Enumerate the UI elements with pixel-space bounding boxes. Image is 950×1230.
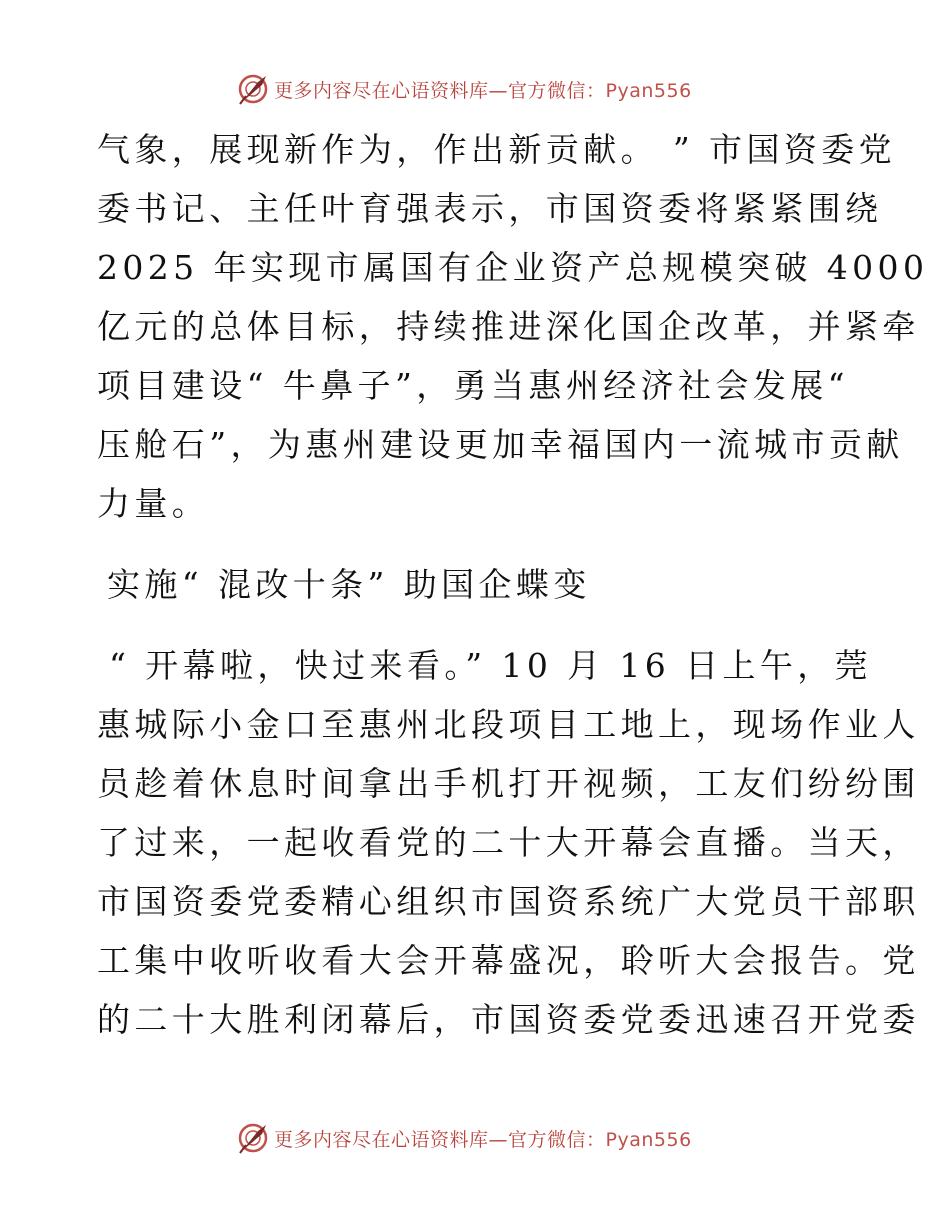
text-line: 压舱石”，为惠州建设更加幸福国内一流城市贡献 <box>97 425 904 464</box>
paragraph-1 <box>97 120 929 533</box>
header-watermark <box>236 72 692 106</box>
watermark-wechat-id: Pyan556 <box>605 79 692 102</box>
watermark-text: 更多内容尽在心语资料库—官方微信：Pyan556 <box>274 1128 692 1151</box>
text-line: “ 开幕啦，快过来看。” 10 月 16 日上午，莞 <box>109 646 873 685</box>
section-heading: 实施“ 混改十条” 助国企蝶变 <box>107 565 591 604</box>
paragraph-2 <box>97 636 920 1049</box>
text-line: 了过来，一起收看党的二十大开幕会直播。当天， <box>97 823 920 862</box>
text-line: 项目建设“ 牛鼻子”，勇当惠州经济社会发展“ <box>97 366 849 405</box>
text-line: 的二十大胜利闭幕后，市国资委党委迅速召开党委 <box>97 1000 920 1039</box>
text-line: 委书记、主任叶育强表示，市国资委将紧紧围绕 <box>97 189 883 228</box>
text-line: 员趁着休息时间拿出手机打开视频，工友们纷纷围 <box>97 764 920 803</box>
watermark-text: 更多内容尽在心语资料库—官方微信：Pyan556 <box>274 79 692 102</box>
text-line: 惠城际小金口至惠州北段项目工地上，现场作业人 <box>97 705 920 744</box>
watermark-wechat-id: Pyan556 <box>605 1128 692 1151</box>
text-line: 力量。 <box>97 484 210 523</box>
footer-watermark <box>236 1121 692 1155</box>
text-line: 2025 年实现市属国有企业资产总规模突破 4000 <box>97 248 929 287</box>
text-line: 亿元的总体目标，持续推进深化国企改革，并紧牵 <box>97 307 920 346</box>
text-line: 市国资委党委精心组织市国资系统广大党员干部职 <box>97 882 920 921</box>
text-line: 气象，展现新作为，作出新贡献。 ” 市国资委党 <box>97 130 897 169</box>
quill-logo-icon <box>236 72 270 106</box>
quill-logo-icon <box>236 1121 270 1155</box>
document-body <box>97 120 929 1049</box>
text-line: 工集中收听收看大会开幕盛况，聆听大会报告。党 <box>97 941 920 980</box>
